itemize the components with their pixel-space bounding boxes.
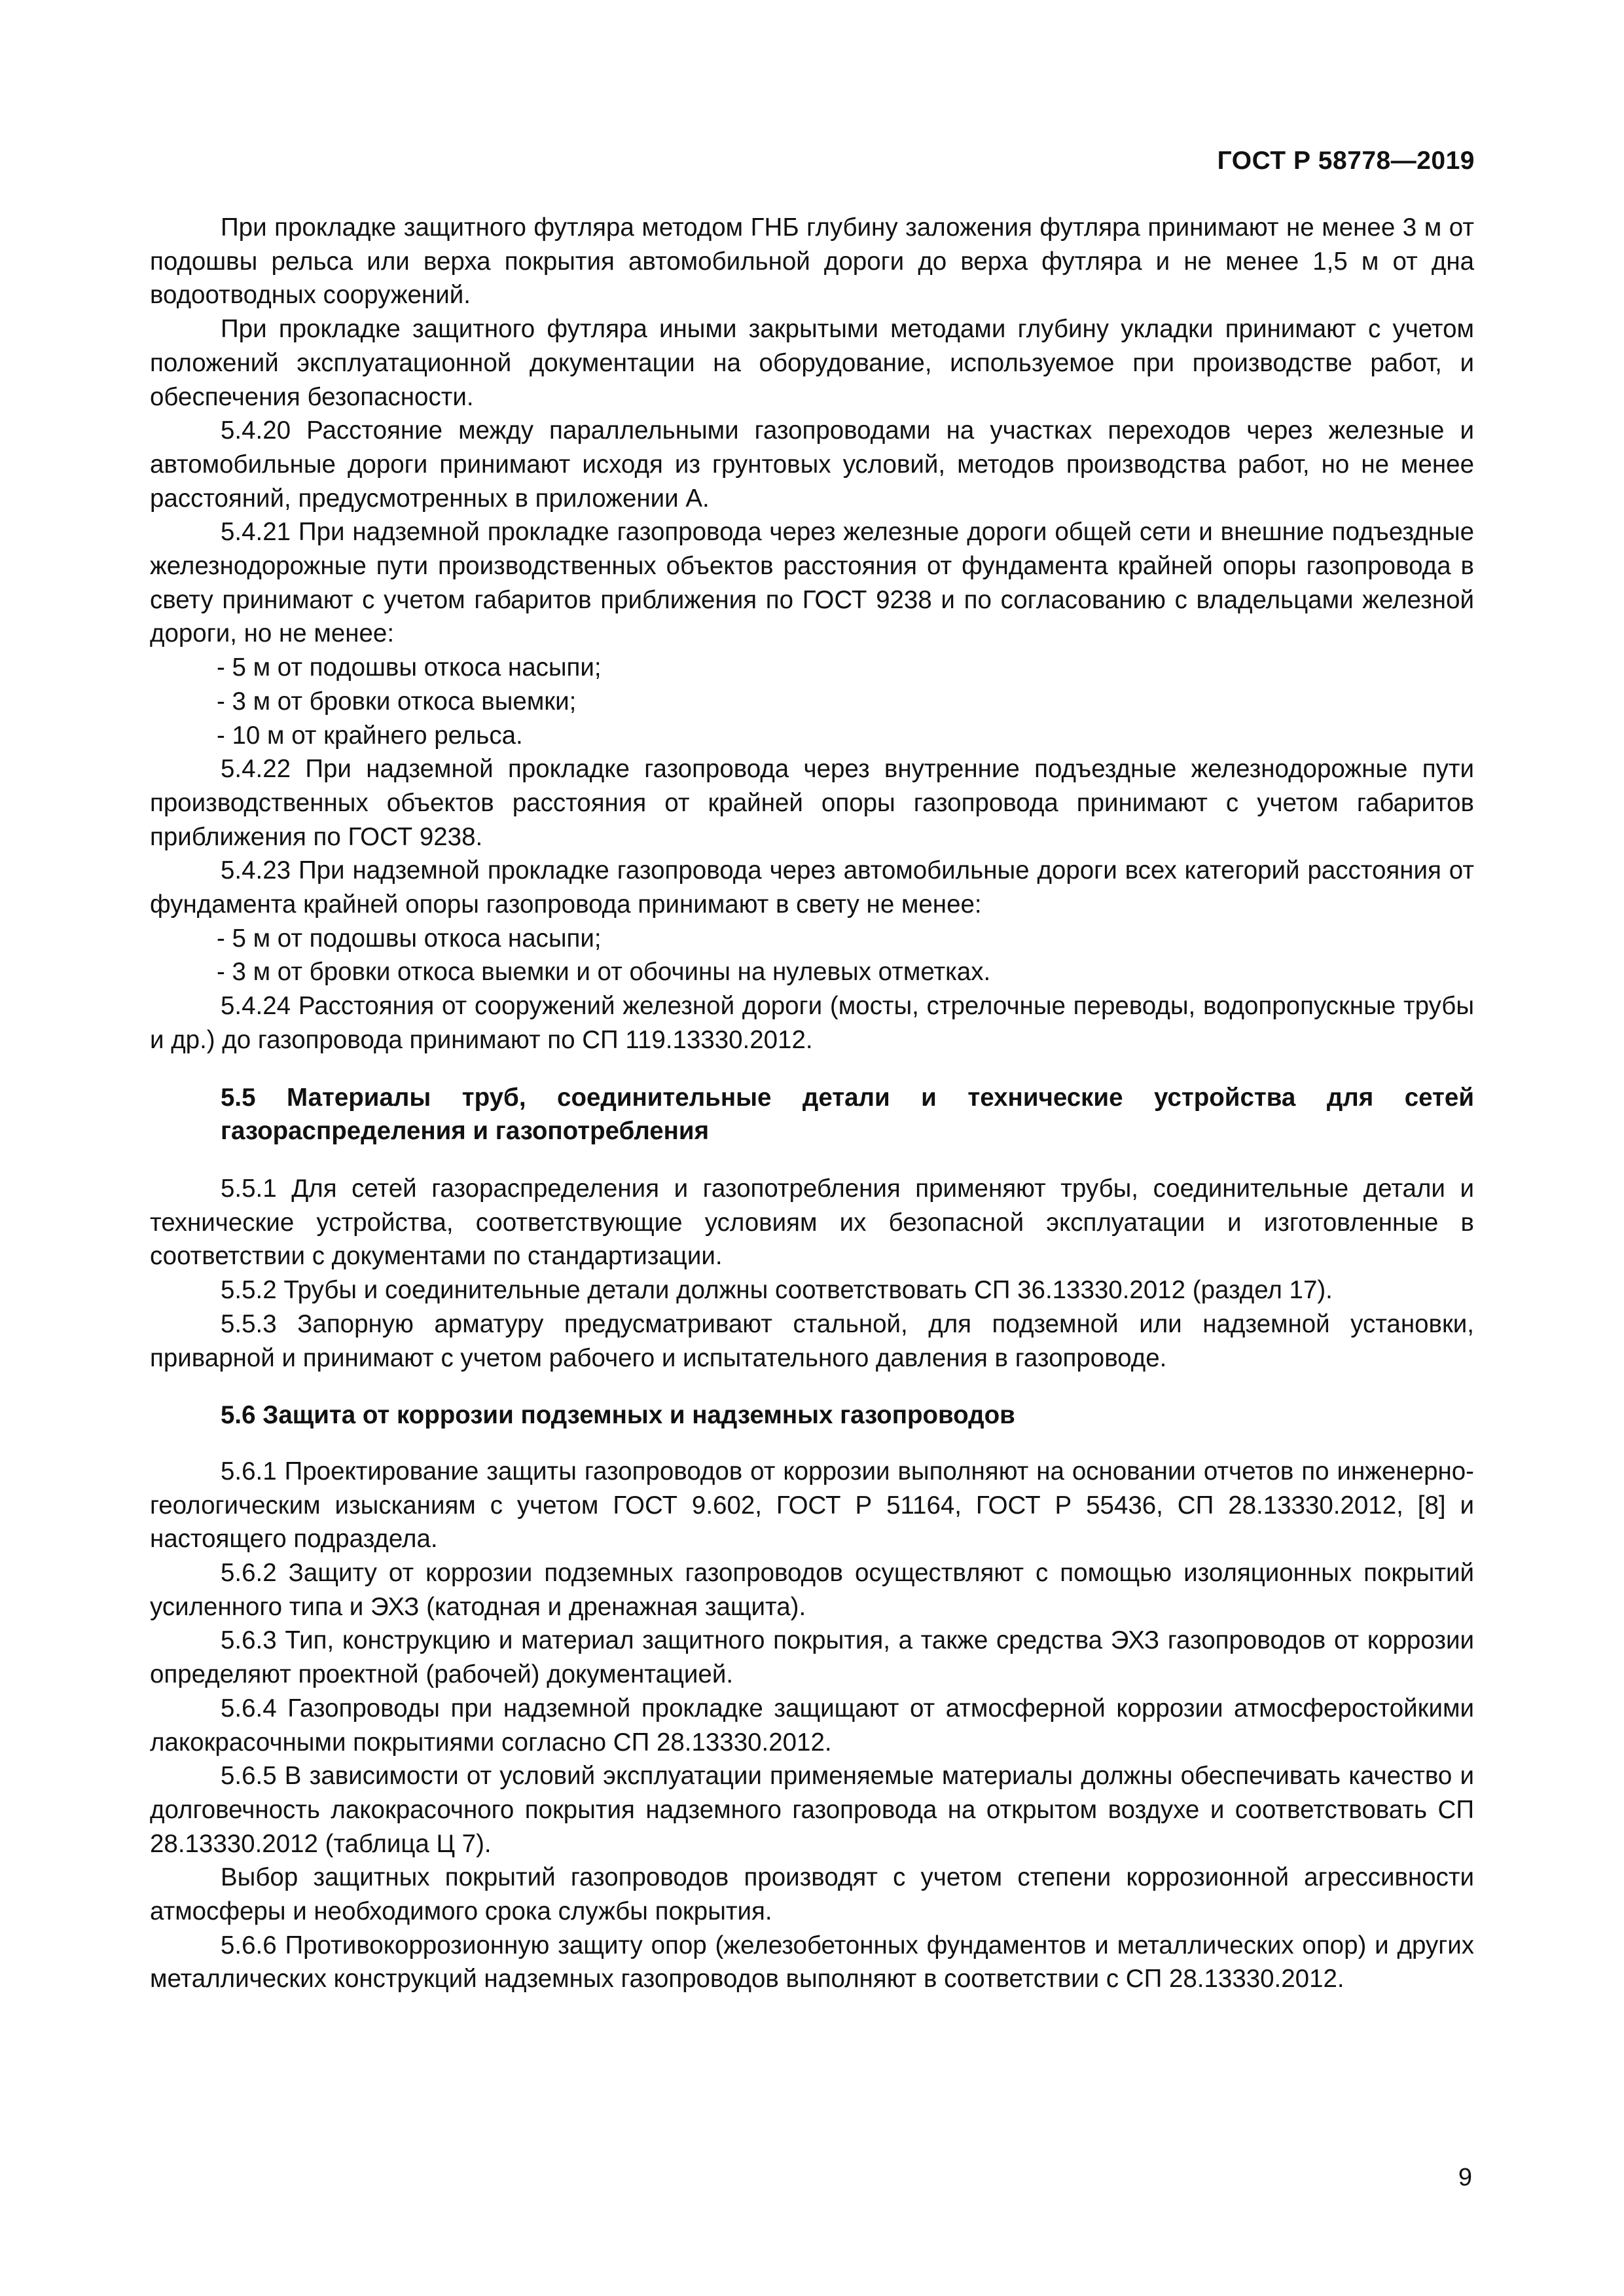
paragraph: При прокладке защитного футляра иными закрытыми методами глубину укладки принимают с учетом положений эксплуатационной документации на оборудование, используемое при производстве работ, и обеспечения безопасности. [150, 315, 1474, 411]
paragraph-5-6-4: 5.6.4 Газопроводы при надземной прокладке защищают от атмосферной коррозии атмосферостойкими лакокрасочными покрытиями согласно СП 28.13330.2012. [150, 1694, 1474, 1757]
section-heading-5-5: 5.5 Материалы труб, соединительные детали и технические устройства для сетей газораспределения и газопотребления [221, 1083, 1474, 1146]
list-item: - 5 м от подошвы откоса насыпи; [217, 653, 602, 682]
paragraph-5-5-1: 5.5.1 Для сетей газораспределения и газопотребления применяют трубы, соединительные детали и технические устройства, соответствующие условиям их безопасной эксплуатации и изготовленные в соответствии с документами по стандартизации. [150, 1174, 1474, 1271]
paragraph-5-5-2: 5.5.2 Трубы и соединительные детали должны соответствовать СП 36.13330.2012 (раздел 17). [221, 1276, 1333, 1305]
paragraph-5-6-5: 5.6.5 В зависимости от условий эксплуатации применяемые материалы должны обеспечивать качество и долговечность лакокрасочного покрытия надземного газопровода на открытом воздухе и соответствовать СП 28.13330.2012 (таблица Ц 7). [150, 1762, 1474, 1858]
section-heading-5-6: 5.6 Защита от коррозии подземных и надземных газопроводов [221, 1401, 1015, 1430]
paragraph-5-6-3: 5.6.3 Тип, конструкцию и материал защитного покрытия, а также средства ЭХЗ газопроводов от коррозии определяют проектной (рабочей) документацией. [150, 1626, 1474, 1689]
paragraph-5-4-22: 5.4.22 При надземной прокладке газопровода через внутренние подъездные железнодорожные пути производственных объектов расстояния от крайней опоры газопровода принимают с учетом габаритов приближения по ГОСТ 9238. [150, 755, 1474, 851]
list-item: - 10 м от крайнего рельса. [217, 721, 523, 750]
paragraph-5-4-20: 5.4.20 Расстояние между параллельными газопроводами на участках переходов через железные и автомобильные дороги принимают исходя из грунтовых условий, методов производства работ, но не менее расстояний, предусмотренных в приложении А. [150, 416, 1474, 513]
list-item: - 3 м от бровки откоса выемки и от обочины на нулевых отметках. [217, 958, 991, 987]
list-item: - 5 м от подошвы откоса насыпи; [217, 924, 602, 953]
paragraph-5-6-6: 5.6.6 Противокоррозионную защиту опор (железобетонных фундаментов и металлических опор) и других металлических конструкций надземных газопроводов выполняют в соответствии с СП 28.13330.2012. [150, 1931, 1474, 1994]
paragraph-5-4-23: 5.4.23 При надземной прокладке газопровода через автомобильные дороги всех категорий расстояния от фундамента крайней опоры газопровода принимают в свету не менее: [150, 856, 1474, 919]
paragraph: При прокладке защитного футляра методом ГНБ глубину заложения футляра принимают не менее 3 м от подошвы рельса или верха покрытия автомобильной дороги до верха футляра и не менее 1,5 м от дна водоотводных сооружений. [150, 213, 1474, 310]
paragraph-5-5-3: 5.5.3 Запорную арматуру предусматривают стальной, для подземной или надземной установки, приварной и принимают с учетом рабочего и испытательного давления в газопроводе. [150, 1309, 1474, 1372]
list-item: - 3 м от бровки откоса выемки; [217, 687, 577, 716]
document-body [150, 211, 1474, 1996]
paragraph-5-4-24: 5.4.24 Расстояния от сооружений железной дороги (мосты, стрелочные переводы, водопропускные трубы и др.) до газопровода принимают по СП 119.13330.2012. [150, 992, 1474, 1054]
paragraph-5-6-2: 5.6.2 Защиту от коррозии подземных газопроводов осуществляют с помощью изоляционных покрытий усиленного типа и ЭХЗ (катодная и дренажная защита). [150, 1559, 1474, 1621]
paragraph: Выбор защитных покрытий газопроводов производят с учетом степени коррозионной агрессивности атмосферы и необходимого срока службы покрытия. [150, 1863, 1474, 1926]
paragraph-5-4-21: 5.4.21 При надземной прокладке газопровода через железные дороги общей сети и внешние подъездные железнодорожные пути производственных объектов расстояния от фундамента крайней опоры газопровода в свету принимают с учетом габаритов приближения по ГОСТ 9238 и по согласованию с владельцами железной дороги, но не менее: [150, 518, 1474, 648]
paragraph-5-6-1: 5.6.1 Проектирование защиты газопроводов от коррозии выполняют на основании отчетов по инженерно-геологическим изысканиям с учетом ГОСТ 9.602, ГОСТ Р 51164, ГОСТ Р 55436, СП 28.13330.2012, [8] и настоящего подраздела. [150, 1457, 1474, 1554]
page-number: 9 [1458, 2164, 1472, 2191]
document-header: ГОСТ Р 58778—2019 [1217, 147, 1475, 175]
